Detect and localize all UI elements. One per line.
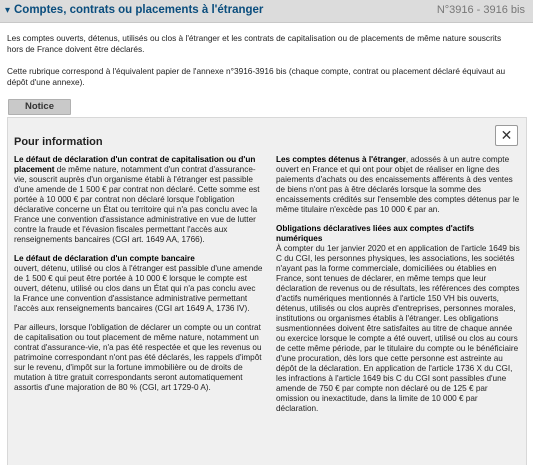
collapse-toggle-icon[interactable]: ▾ — [5, 5, 11, 16]
info-column-right — [276, 155, 520, 423]
close-icon[interactable]: ✕ — [495, 125, 518, 146]
section-title[interactable]: Comptes, contrats ou placements à l'étranger — [14, 4, 264, 16]
info-text: Par ailleurs, lorsque l'obligation de déclarer un compte ou un contrat de capitalisation ou tout placement de même nature, notamment un contrat d'assurance-vie, n'a pas été respectée et que les revenus ou patrimoine correspondant n'ont pas été déclarés, les rappels d'impôt sur le revenu, d'impôt sur la fortune immobilière ou de droits de mutation à titre gratuit correspondants seront automatiquement assortis d'une majoration de 80 % (CGI, art 1729-0 A). — [14, 323, 262, 392]
info-paragraph — [14, 155, 264, 245]
panel-title: Pour information — [14, 136, 103, 148]
info-text: ouvert, détenu, utilisé ou clos à l'étranger est passible d'une amende de 1 500 € qui peut être portée à 10 000 € lorsque le compte est ouvert, détenu, utilisé ou clos dans un État qui n'a pas conclu avec la France une convention d'assistance administrative permettant l'accès aux renseignements bancaires (CGI art 1649 A, 1736 IV). — [14, 264, 263, 313]
info-text: À compter du 1er janvier 2020 et en application de l'article 1649 bis C du CGI, les personnes physiques, les associations, les sociétés n'ayant pas la forme commerciale, domiciliées ou établies en France, sont tenues de déclarer, en même temps que leur déclaration de revenus ou de résultats, les références des comptes d'actifs numériques mentionnés à l'article 150 VH bis ouverts, détenus, utilisés ou clos auprès d'entreprises, personnes morales, institutions ou organismes établis à l'étranger. Les obligations susmentionnées doivent être satisfaites au titre de chaque année ou exercice lorsque le compte a été ouvert, utilisé ou clos au cours de cette même période, par le titulaire du compte ou le bénéficiaire d'une procuration, dès lors que cette personne est astreinte au dépôt de la déclaration. En application de l'article 1736 X du CGI, les infractions à l'article 1649 bis C du CGI sont passibles d'une amende de 750 € par compte non déclaré ou de 125 € par omission ou inexactitude, dans la limite de 10 000 € par déclaration. — [276, 244, 520, 413]
info-paragraph — [276, 155, 520, 215]
info-heading: Obligations déclaratives liées aux comptes d'actifs numériques — [276, 224, 475, 243]
form-reference: N°3916 - 3916 bis — [436, 4, 525, 16]
info-heading: Les comptes détenus à l'étranger — [276, 155, 406, 164]
intro-paragraph-2: Cette rubrique correspond à l'équivalent papier de l'annexe n°3916-3916 bis (chaque compte, contrat ou placement déclaré équivaut au dépôt d'une annexe). — [7, 66, 506, 87]
info-paragraph — [14, 323, 264, 393]
info-heading: Le défaut de déclaration d'un compte bancaire — [14, 254, 195, 263]
info-text: de même nature, notamment d'un contrat d'assurance-vie, souscrit auprès d'un organisme établi à l'étranger est passible d'une amende de 1 500 € par contrat non déclaré. Cette somme est portée à 10 000 € par contrat non déclaré lorsque l'obligation déclarative concerne un État ou territoire qui n'a pas conclu avec la France une convention d'assistance administrative en vue de lutter contre la fraude et l'évasion fiscales permettant l'accès aux renseignements bancaires (CGI art. 1649 AA, 1766). — [14, 165, 260, 244]
information-panel — [7, 117, 527, 465]
info-column-left — [14, 155, 264, 402]
info-paragraph — [276, 224, 520, 414]
info-paragraph — [14, 254, 264, 314]
section-header[interactable] — [0, 0, 533, 23]
info-text: , adossés à un autre compte ouvert en France et qui ont pour objet de réaliser en ligne des paiements d'achats ou des encaissements afférents à des ventes de biens n'ont pas à être déclarés lorsque la somme des encaissements crédités sur l'ensemble des comptes détenus par le même titulaire n'excède pas 10 000 € par an. — [276, 155, 520, 214]
info-heading: Le défaut de déclaration d'un contrat de capitalisation ou d'un placement — [14, 155, 256, 174]
notice-button[interactable]: Notice — [8, 99, 71, 115]
intro-paragraph-1: Les comptes ouverts, détenus, utilisés ou clos à l'étranger et les contrats de capitalisation ou de placements de même nature souscrits hors de France doivent être déclarés. — [7, 33, 502, 54]
